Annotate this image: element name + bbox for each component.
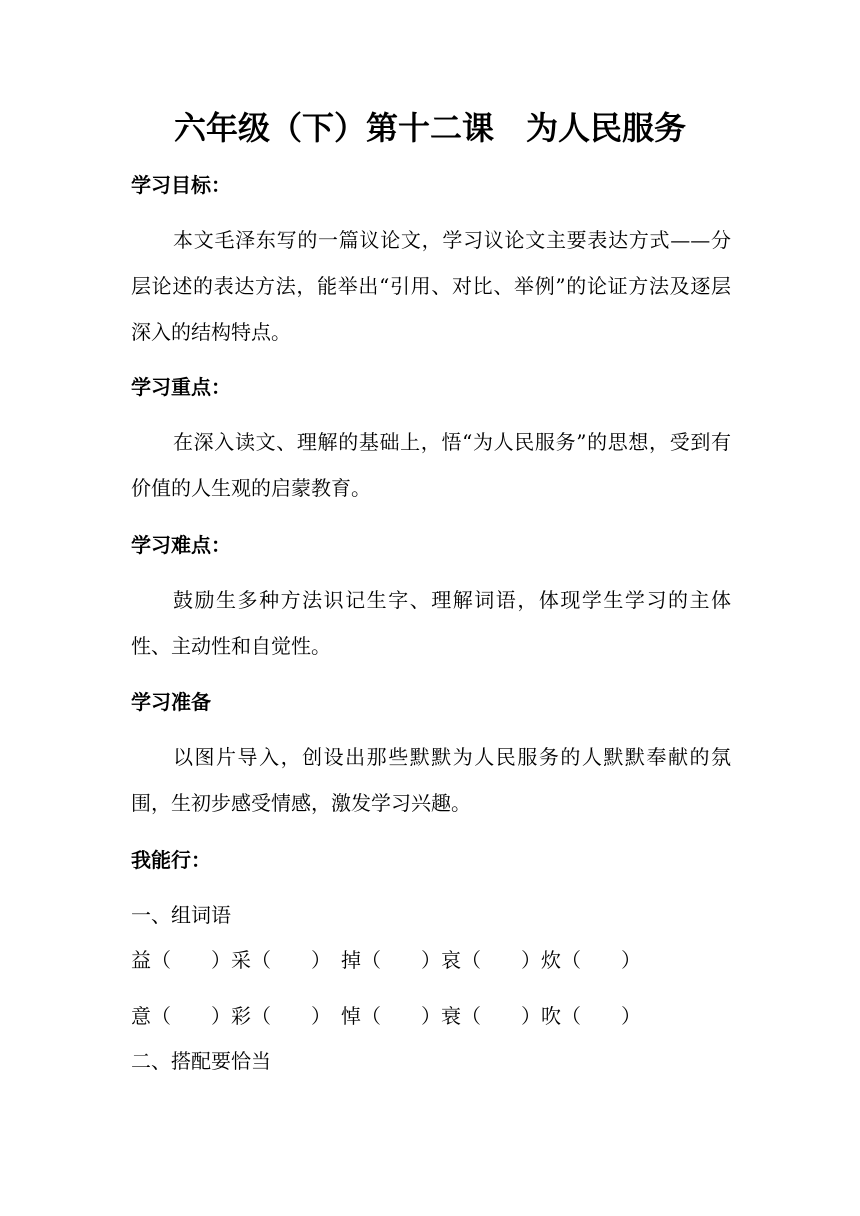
exercise-1-title: 一、组词语	[131, 903, 231, 927]
section-body-objectives: 本文毛泽东写的一篇议论文，学习议论文主要表达方式——分层论述的表达方法，能举出“引用、对比、举例”的论证方法及逐层深入的结构特点。	[131, 228, 731, 344]
exercise-1-row-1: 益（ ）采（ ） 掉（ ）哀（ ）炊（ ）	[131, 948, 641, 972]
exercise-1-row-2: 意（ ）彩（ ） 悼（ ）衰（ ）吹（ ）	[131, 1004, 641, 1028]
section-heading-preparation: 学习准备	[131, 690, 211, 714]
section-heading-difficulties: 学习难点：	[131, 533, 231, 557]
section-body-difficulties: 鼓励生多种方法识记生字、理解词语，体现学生学习的主体性、主动性和自觉性。	[131, 588, 731, 658]
exercise-2-title: 二、搭配要恰当	[131, 1049, 271, 1073]
page-title: 六年级（下）第十二课 为人民服务	[173, 109, 686, 147]
section-body-key-points: 在深入读文、理解的基础上，悟“为人民服务”的思想，受到有价值的人生观的启蒙教育。	[131, 430, 731, 500]
exercise-heading: 我能行：	[131, 848, 211, 872]
section-body-preparation: 以图片导入，创设出那些默默为人民服务的人默默奉献的氛围，生初步感受情感，激发学习兴趣。	[131, 745, 731, 815]
section-heading-key-points: 学习重点：	[131, 375, 231, 399]
section-heading-objectives: 学习目标：	[131, 173, 231, 197]
